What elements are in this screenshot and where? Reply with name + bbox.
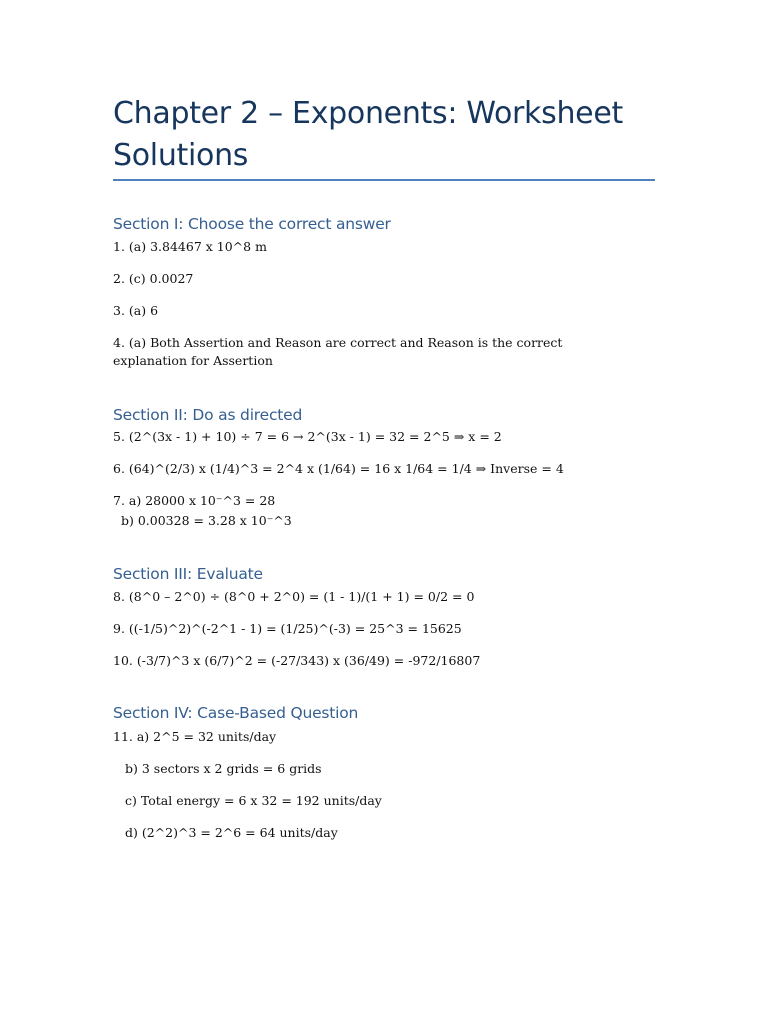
section-4-item-11d: d) (2^2)^3 = 2^6 = 64 units/day [125,825,338,840]
section-1-heading: Section I: Choose the correct answer [113,215,391,233]
section-3-heading: Section III: Evaluate [113,565,263,583]
section-2-item-7b: b) 0.00328 = 3.28 x 10⁻^3 [121,513,292,528]
section-4-heading: Section IV: Case-Based Question [113,704,359,722]
section-1-item-3: 3. (a) 6 [113,303,159,318]
title-underline-rule [113,179,655,181]
section-3-item-10: 10. (-3/7)^3 x (6/7)^2 = (-27/343) x (36/49) = -972/16807 [113,653,481,668]
section-4-item-11a: 11. a) 2^5 = 32 units/day [113,729,277,744]
section-3-item-9: 9. ((-1/5)^2)^(-2^1 - 1) = (1/25)^(-3) = 25^3 = 15625 [113,621,462,636]
section-1-item-2: 2. (c) 0.0027 [113,271,194,286]
section-2-item-7a: 7. a) 28000 x 10⁻^3 = 28 [113,493,276,508]
section-4-item-11b: b) 3 sectors x 2 grids = 6 grids [125,761,322,776]
section-2-heading: Section II: Do as directed [113,406,303,424]
section-2-item-5: 5. (2^(3x - 1) + 10) ÷ 7 = 6 → 2^(3x - 1) = 32 = 2^5 ⇒ x = 2 [113,429,502,444]
section-1-item-4: 4. (a) Both Assertion and Reason are correct and Reason is the correct explanation for Assertion [113,335,563,368]
section-4-item-11c: c) Total energy = 6 x 32 = 192 units/day [125,793,382,808]
section-1-item-1: 1. (a) 3.84467 x 10^8 m [113,239,267,254]
document-title: Chapter 2 – Exponents: Worksheet Solutions [113,96,623,173]
section-2-item-6: 6. (64)^(2/3) x (1/4)^3 = 2^4 x (1/64) = 16 x 1/64 = 1/4 ⇒ Inverse = 4 [113,461,564,476]
section-3-item-8: 8. (8^0 – 2^0) ÷ (8^0 + 2^0) = (1 - 1)/(1 + 1) = 0/2 = 0 [113,589,475,604]
